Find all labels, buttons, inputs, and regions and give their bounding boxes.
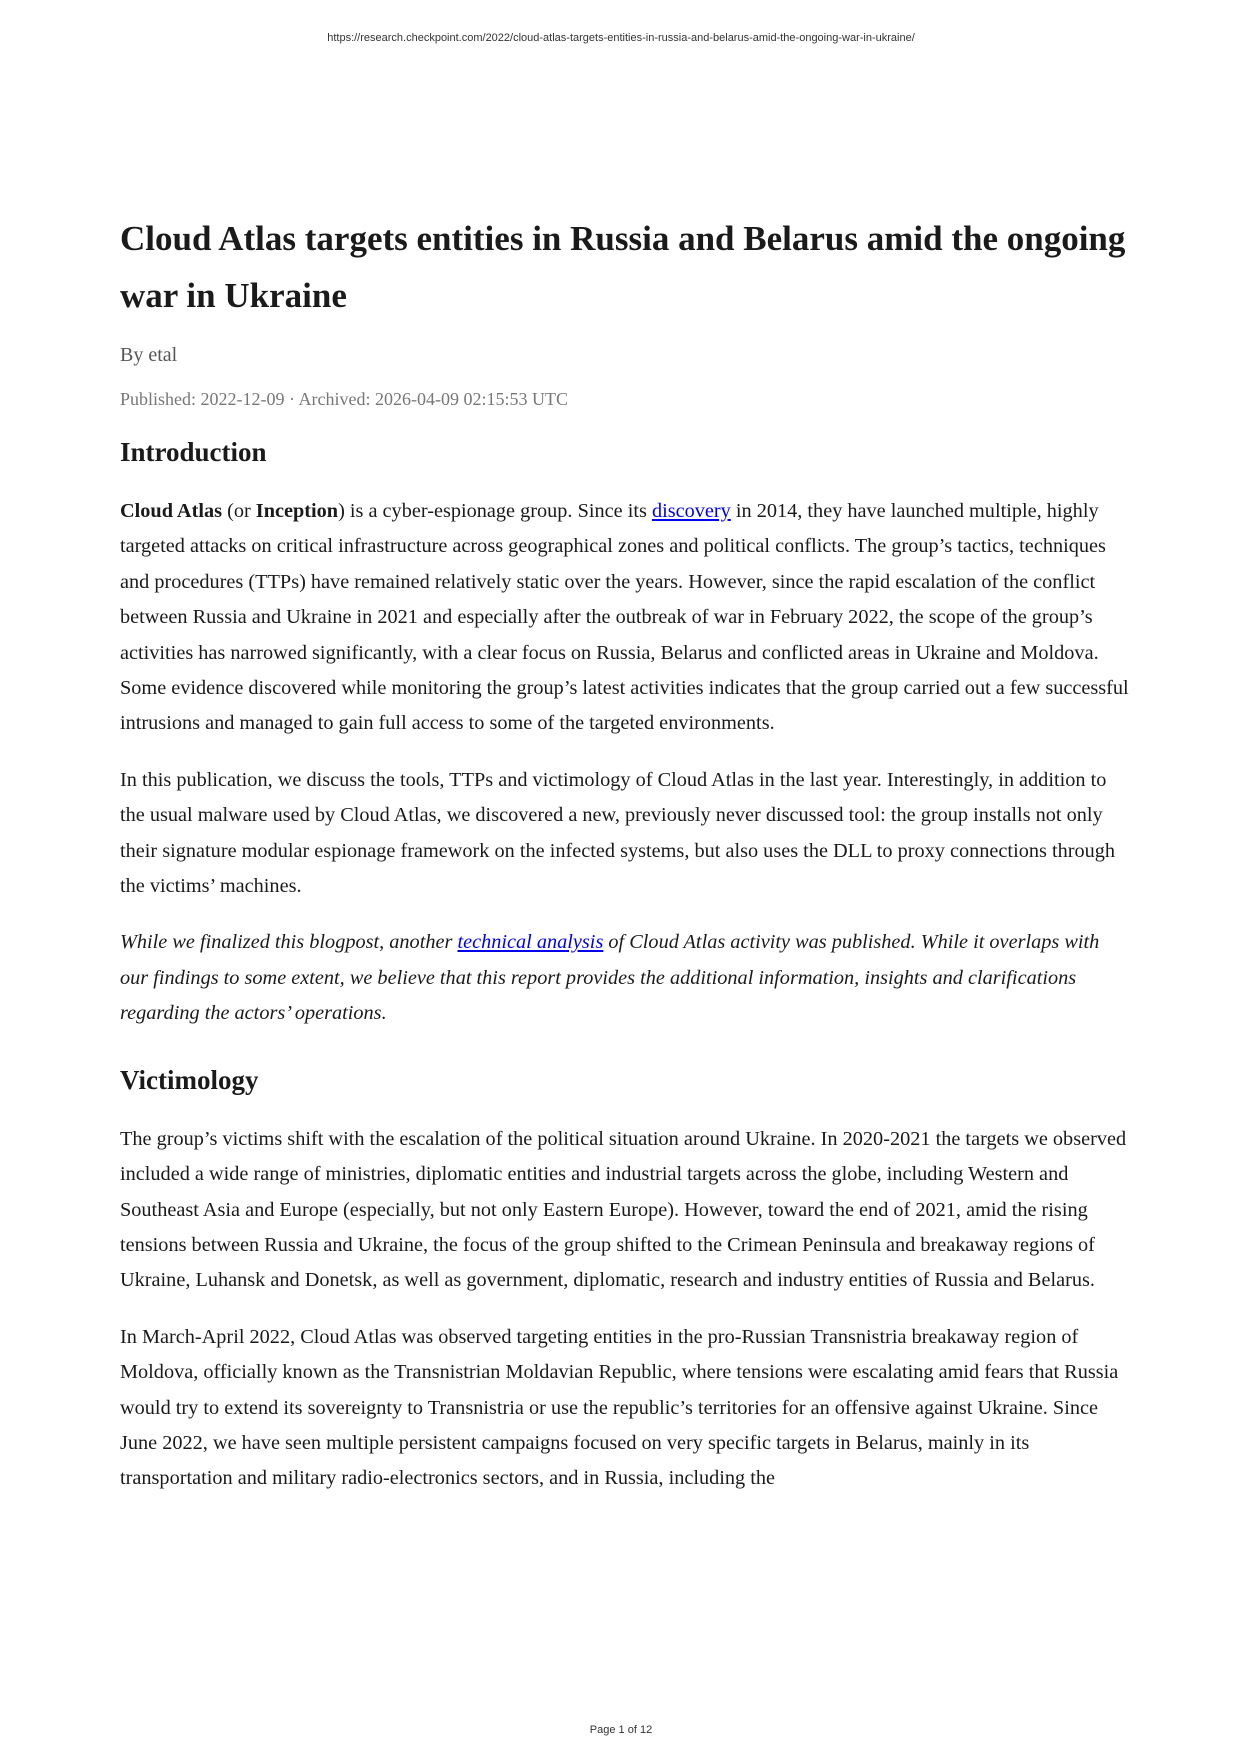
bold-cloud-atlas: Cloud Atlas bbox=[120, 500, 222, 522]
page-url: https://research.checkpoint.com/2022/cloud-atlas-targets-entities-in-russia-and-belarus-amid-the-ongoing-war-in-ukraine/ bbox=[327, 32, 915, 44]
article-title: Cloud Atlas targets entities in Russia and Belarus amid the ongoing war in Ukraine bbox=[120, 219, 1126, 315]
page-number: Page 1 of 12 bbox=[589, 1724, 653, 1736]
text: ) is a cyber-espionage group. Since its bbox=[338, 500, 652, 522]
publish-meta: Published: 2022-12-09 · Archived: 2026-04-09 02:15:53 UTC bbox=[120, 389, 568, 409]
heading-introduction: Introduction bbox=[120, 437, 267, 467]
text: While we finalized this blogpost, another bbox=[120, 931, 458, 954]
paragraph-note bbox=[120, 925, 1132, 1031]
paragraph-publication: In this publication, we discuss the tools, TTPs and victimology of Cloud Atlas in the last year. Interestingly, in addition to the usual malware used by Cloud Atlas, we discovered a new, previously never discussed tool: the group installs not only their signature modular espionage framework on the infected systems, but also uses the DLL to proxy connections through the victims’ machines. bbox=[120, 768, 1116, 898]
text: (or bbox=[222, 500, 256, 522]
text: of Cloud Atlas activity was published. While it overlaps with our findings to some extent, we believe that this report provides the additional information, insights and clarifications regarding the actors’ operations. bbox=[120, 931, 1100, 1025]
paragraph-campaigns: In March-April 2022, Cloud Atlas was observed targeting entities in the pro-Russian Transnistria breakaway region of Moldova, officially known as the Transnistrian Moldavian Republic, where tensions were escalating amid fears that Russia would try to extend its sovereignty to Transnistria or use the republic’s territories for an offensive against Ukraine. Since June 2022, we have seen multiple persistent campaigns focused on very specific targets in Belarus, mainly in its transportation and military radio-electronics sectors, and in Russia, including the bbox=[120, 1325, 1119, 1490]
bold-inception: Inception bbox=[255, 500, 339, 522]
technical-analysis-link[interactable]: technical analysis bbox=[457, 931, 604, 954]
paragraph-victims: The group’s victims shift with the escalation of the political situation around Ukraine. In 2020-2021 the targets we observed included a wide range of ministries, diplomatic entities and industrial targets across the globe, including Western and Southeast Asia and Europe (especially, but not only Eastern Europe). However, toward the end of 2021, amid the rising tensions between Russia and Ukraine, the focus of the group shifted to the Crimean Peninsula and breakaway regions of Ukraine, Luhansk and Donetsk, as well as government, diplomatic, research and industry entities of Russia and Belarus. bbox=[120, 1127, 1127, 1292]
text: in 2014, they have launched multiple, highly targeted attacks on critical infrastructure across geographical zones and political conflicts. The group’s tactics, techniques and procedures (TTPs) have remained relatively static over the years. However, since the rapid escalation of the conflict between Russia and Ukraine in 2021 and especially after the outbreak of war in February 2022, the scope of the group’s activities has narrowed significantly, with a clear focus on Russia, Belarus and conflicted areas in Ukraine and Moldova. Some evidence discovered while monitoring the group’s latest activities indicates that the group carried out a few successful intrusions and managed to gain full access to some of the targeted environments. bbox=[120, 500, 1129, 735]
heading-victimology: Victimology bbox=[120, 1064, 259, 1095]
discovery-link[interactable]: discovery bbox=[651, 500, 731, 522]
byline: By etal bbox=[120, 344, 178, 366]
article bbox=[120, 210, 1132, 1518]
paragraph-intro bbox=[120, 494, 1132, 742]
